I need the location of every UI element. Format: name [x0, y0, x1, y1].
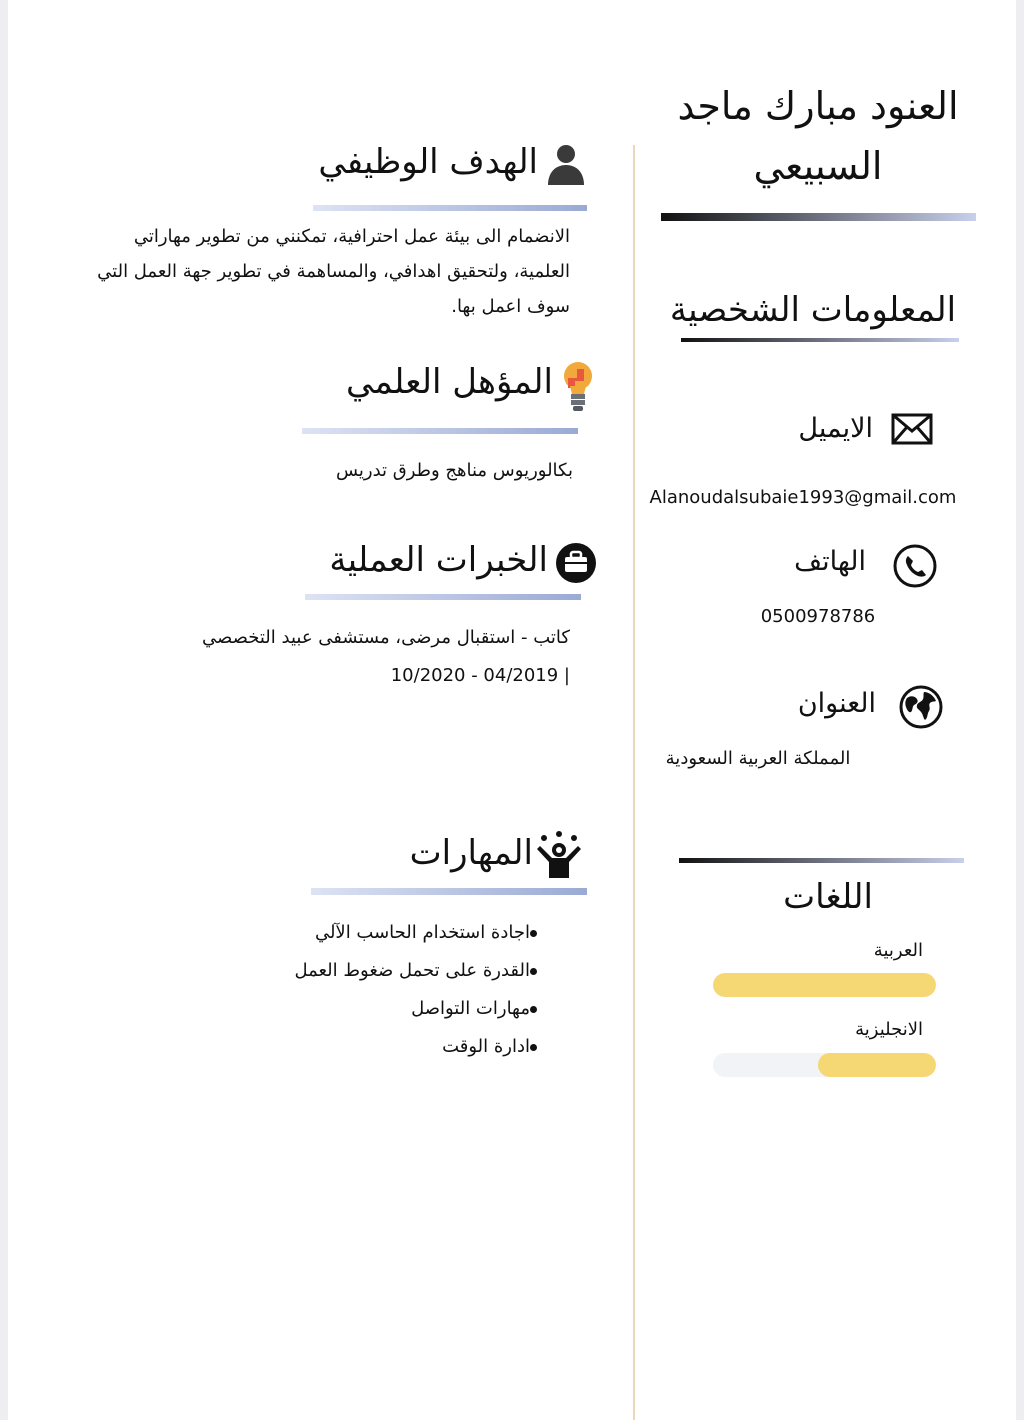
- name-underline: [661, 213, 976, 221]
- name-line-1: العنود مبارك ماجد: [677, 84, 959, 128]
- objective-text: الانضمام الى بيئة عمل احترافية، تمكنني من تطوير مهاراتي العلمية، ولتحقيق اهدافي، والمساهمة في تطوير جهة العمل التي سوف اعمل بها.: [97, 226, 570, 317]
- language-bar-fill-arabic: [713, 973, 936, 997]
- language-name-arabic: العربية: [873, 940, 923, 961]
- lightbulb-icon: [562, 360, 594, 416]
- experience-role: كاتب - استقبال مرضى، مستشفى عبيد التخصصي: [202, 627, 570, 648]
- education-underline: [302, 428, 578, 434]
- language-name-english: الانجليزية: [855, 1019, 923, 1040]
- address-label: العنوان: [797, 688, 876, 719]
- language-bar-english: [713, 1053, 936, 1077]
- address-value: المملكة العربية السعودية: [665, 748, 851, 769]
- bullet: [530, 1006, 537, 1013]
- list-item: اجادة استخدام الحاسب الآلي: [248, 914, 553, 952]
- objective-title: الهدف الوظيفي: [318, 142, 538, 182]
- personal-info-title: المعلومات الشخصية: [669, 290, 957, 330]
- experience-underline: [305, 594, 581, 600]
- column-divider: [633, 145, 635, 1420]
- skills-underline: [311, 888, 587, 895]
- list-item: مهارات التواصل: [248, 990, 553, 1028]
- briefcase-icon: [555, 542, 597, 584]
- skills-title: المهارات: [409, 833, 533, 873]
- list-item: ادارة الوقت: [248, 1028, 553, 1066]
- resume-page: [8, 0, 1016, 1420]
- skills-list: [248, 914, 553, 1066]
- phone-value: 0500978786: [760, 606, 876, 627]
- phone-label: الهاتف: [794, 546, 866, 577]
- language-bar-arabic: [713, 973, 936, 997]
- name-line-2: السبيعي: [753, 144, 883, 188]
- email-value[interactable]: Alanoudalsubaie1993@gmail.com: [649, 487, 957, 508]
- bullet: [530, 968, 537, 975]
- full-name: [648, 76, 988, 196]
- list-item: القدرة على تحمل ضغوط العمل: [248, 952, 553, 990]
- envelope-icon: [891, 411, 933, 447]
- email-label: الايميل: [798, 413, 873, 444]
- experience-period: 10/2020 - 04/2019 |: [390, 665, 570, 686]
- education-degree: بكالوريوس مناهج وطرق تدريس: [335, 460, 573, 481]
- globe-icon: [898, 684, 944, 730]
- cheering-person-icon: [536, 830, 582, 880]
- languages-title: اللغات: [783, 877, 873, 917]
- bullet: [530, 1044, 537, 1051]
- languages-top-rule: [679, 858, 964, 863]
- phone-icon: [892, 543, 938, 589]
- personal-info-underline: [681, 338, 959, 342]
- language-bar-fill-english: [818, 1053, 936, 1077]
- experience-title: الخبرات العملية: [329, 540, 548, 580]
- objective-underline: [313, 205, 587, 211]
- person-icon: [545, 143, 587, 187]
- education-title: المؤهل العلمي: [346, 362, 553, 402]
- bullet: [530, 930, 537, 937]
